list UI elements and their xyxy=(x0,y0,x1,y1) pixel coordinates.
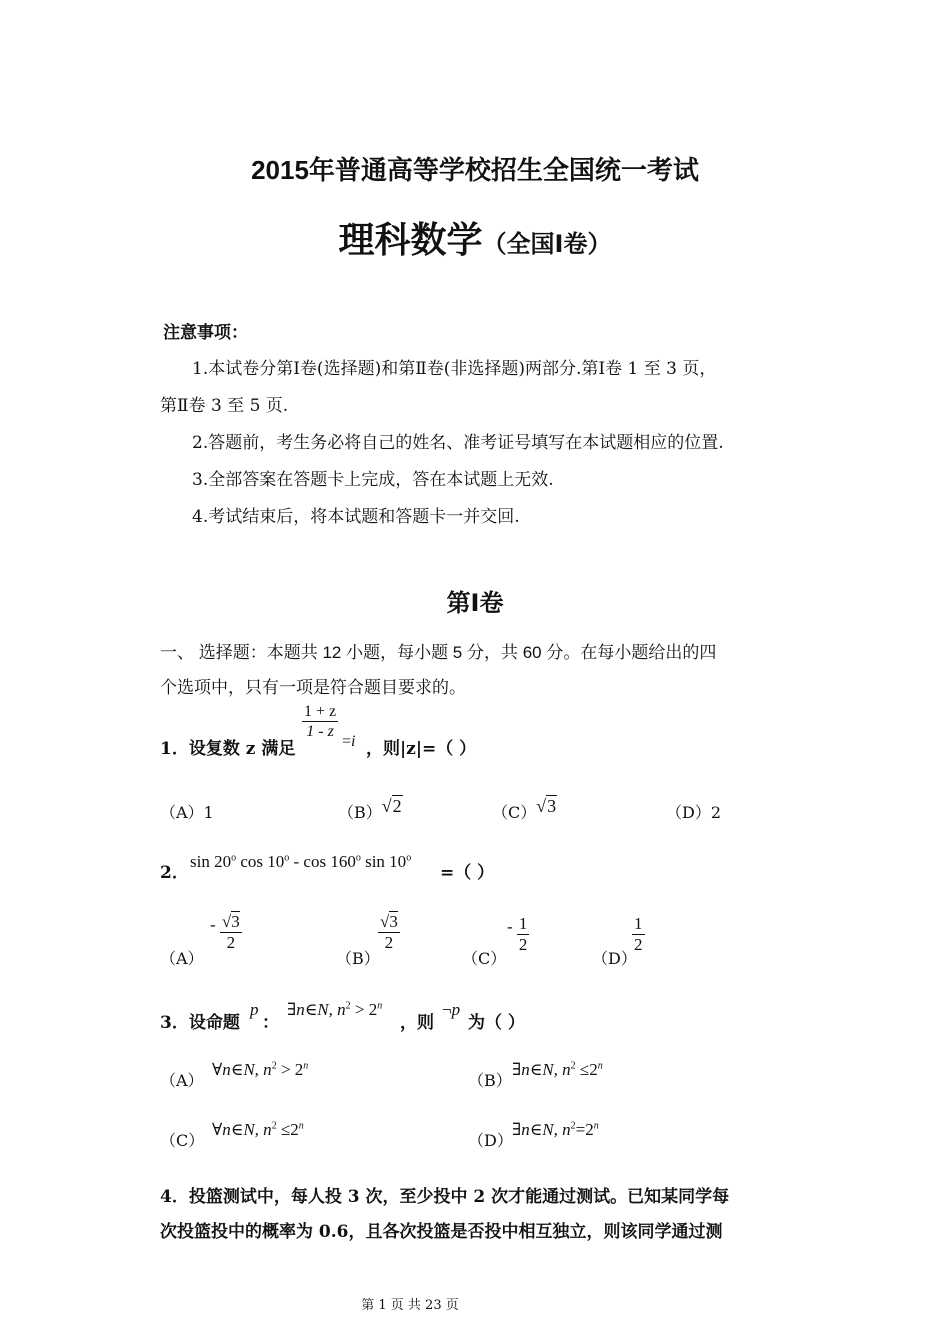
q3-option-c-value: ∀n∈N, $n^2 \le 2^n$ xyxy=(212,1120,304,1139)
q2-option-d-label: （D） xyxy=(592,949,637,968)
notice-heading: 注意事项： xyxy=(163,323,248,342)
q3-option-c-label: （C） xyxy=(160,1131,205,1150)
q2-option-d-value: $\frac{1}{2}$ xyxy=(634,914,643,954)
q2-option-c-label: （C） xyxy=(462,949,507,968)
q2-option-a-label: （A） xyxy=(160,949,204,968)
q1-suffix: ，则|z|=（ ） xyxy=(366,739,477,759)
notice-item-2: 2.答题前，考生务必将自己的姓名、准考证号填写在本试题相应的位置. xyxy=(192,433,724,453)
q3-suffix: 为（ ） xyxy=(468,1013,525,1033)
q2-expression: sin 20$^o$ cos 10$^o$ - cos 160$^o$ sin 10$^o$ xyxy=(190,852,412,871)
q1-fraction xyxy=(302,703,338,742)
q3-p: p xyxy=(250,1000,259,1019)
notice-item-1-line-2: 第Ⅱ卷 3 至 5 页. xyxy=(160,396,289,416)
q3-option-a-value: ∀n∈N, $n^2 > 2^n$ xyxy=(212,1060,309,1079)
notice-item-4: 4.考试结束后，将本试题和答题卡一并交回. xyxy=(192,507,520,527)
q1-frac-numerator: 1 + z xyxy=(302,703,338,722)
subject-title xyxy=(0,212,950,263)
q4-line-2: 次投篮投中的概率为 0.6，且各次投篮是否投中相互独立，则该同学通过测 xyxy=(160,1222,723,1242)
sqrt-icon: √ xyxy=(536,796,547,816)
q3-option-a-label: （A） xyxy=(160,1071,204,1090)
negation-icon: ¬ xyxy=(442,1000,452,1019)
q4-line-1: 4．投篮测试中，每人投 3 次，至少投中 2 次才能通过测试。已知某同学每 xyxy=(160,1187,730,1207)
q2-option-a-value: - $\frac{√3}{2}$ xyxy=(210,912,240,952)
q2-option-c-value: - $\frac{1}{2}$ xyxy=(507,914,528,954)
q1-imaginary-unit: i xyxy=(351,733,356,750)
q3-negation: ¬p xyxy=(442,1000,461,1019)
q3-colon: ： xyxy=(262,1013,279,1033)
q3-option-d-label: （D） xyxy=(468,1131,513,1150)
q1-option-c: （C）√3 xyxy=(492,796,557,822)
sqrt-icon: √ xyxy=(381,796,392,816)
q2-option-b-label: （B） xyxy=(336,949,380,968)
q3-prefix: 3．设命题 xyxy=(160,1013,240,1033)
q1-frac-denominator: 1 - z xyxy=(306,723,334,741)
exam-title: 2015年普通高等学校招生全国统一考试 xyxy=(251,155,699,185)
page-footer: 第 1 页 共 23 页 xyxy=(361,1298,459,1313)
section-intro-line-2: 个选项中，只有一项是符合题目要求的。 xyxy=(160,678,466,697)
q2-option-b-value: $\frac{√3}{2}$ xyxy=(380,912,398,952)
q2-number: 2． xyxy=(160,863,189,883)
notice-item-1-line-1: 1.本试卷分第Ⅰ卷(选择题)和第Ⅱ卷(非选择题)两部分.第Ⅰ卷 1 至 3 页， xyxy=(192,359,717,379)
q1-option-b: （B）√2 xyxy=(338,796,402,822)
subject-main: 理科数学 xyxy=(338,219,483,260)
section-title: 第Ⅰ卷 xyxy=(446,590,504,617)
subject-sub: （全国Ⅰ卷） xyxy=(482,231,612,258)
notice-item-3: 3.全部答案在答题卡上完成，答在本试题上无效. xyxy=(192,470,554,490)
q1-prefix: 1．设复数 z 满足 xyxy=(160,739,296,759)
q3-option-d-value: ∃n∈N, $n^2=2^n$ xyxy=(512,1120,599,1139)
section-intro-line-1: 一、 选择题：本题共 12 小题，每小题 5 分，共 60 分。在每小题给出的四 xyxy=(160,643,717,662)
q1-option-a: （A）1 xyxy=(160,803,214,822)
q3-option-b-value: ∃n∈N, $n^2 \le 2^n$ xyxy=(512,1060,603,1079)
q3-option-b-label: （B） xyxy=(468,1071,512,1090)
q1-option-d: （D）2 xyxy=(666,803,722,822)
sqrt-icon: √ xyxy=(380,912,390,931)
q3-mid: ，则 xyxy=(400,1013,434,1033)
q3-statement: ∃n∈N, $n^2 > 2^n$ xyxy=(287,1000,383,1019)
q1-equals: =i xyxy=(342,733,356,750)
q2-suffix: =（ ） xyxy=(440,863,495,883)
sqrt-icon: √ xyxy=(221,912,232,931)
